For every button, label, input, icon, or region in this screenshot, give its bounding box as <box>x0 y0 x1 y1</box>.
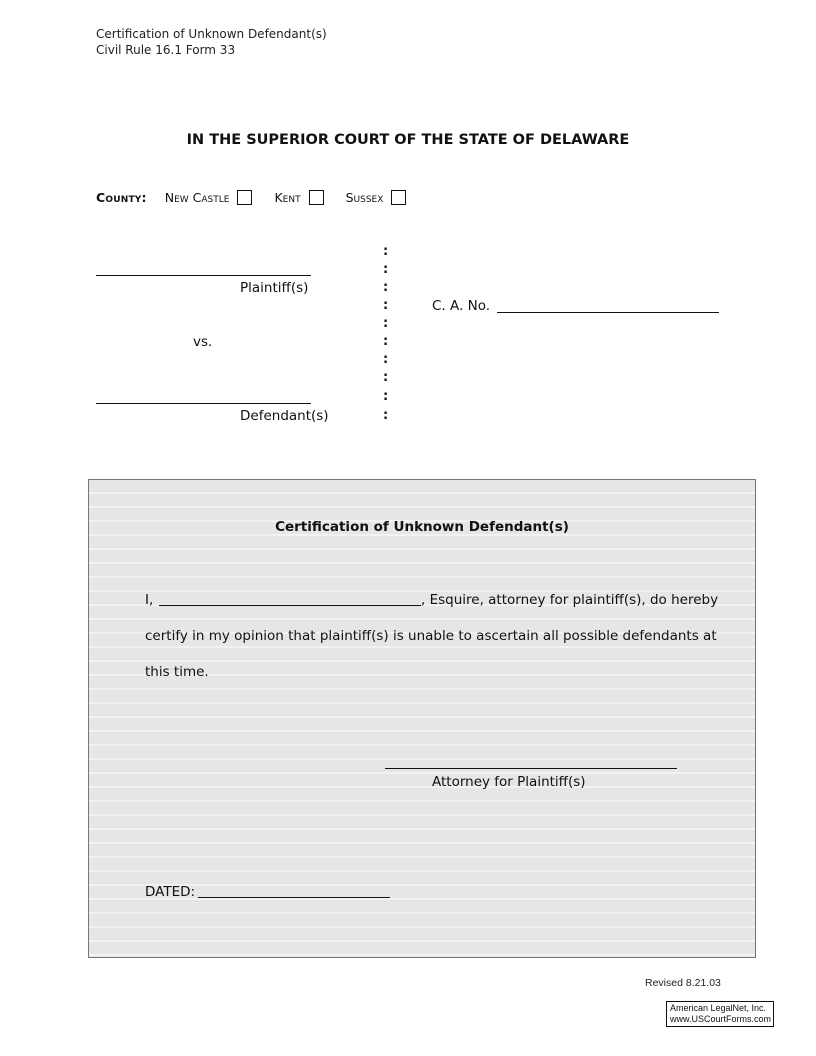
case-number-field[interactable] <box>497 312 719 313</box>
county-option-label: Kent <box>274 189 301 205</box>
certification-title: Certification of Unknown Defendant(s) <box>275 519 569 535</box>
defendant-name-field[interactable] <box>96 403 311 404</box>
caption-separator: : <box>383 280 389 295</box>
certification-line2: certify in my opinion that plaintiff(s) is unable to ascertain all possible defendants at <box>145 628 717 644</box>
new-castle-checkbox[interactable] <box>237 190 252 205</box>
kent-checkbox[interactable] <box>309 190 324 205</box>
attorney-signature-field[interactable] <box>385 768 677 769</box>
caption-separator: : <box>383 298 389 313</box>
caption-separator: : <box>383 244 389 259</box>
plaintiff-label: Plaintiff(s) <box>240 280 309 296</box>
county-option-label: New Castle <box>164 189 230 205</box>
publisher-box <box>666 1001 774 1027</box>
caption-separator: : <box>383 316 389 331</box>
county-option-new-castle <box>165 190 253 205</box>
publisher-url: www.USCourtForms.com <box>670 1014 772 1024</box>
caption-separator: : <box>383 334 389 349</box>
county-option-label: Sussex <box>345 189 384 205</box>
vs-label: vs. <box>193 334 213 350</box>
county-option-sussex <box>346 190 407 205</box>
certification-line1-suffix: , Esquire, attorney for plaintiff(s), do hereby <box>421 592 719 608</box>
rule-header: Civil Rule 16.1 Form 33 <box>96 43 236 57</box>
county-label: County: <box>96 189 147 205</box>
caption-separator: : <box>383 352 389 367</box>
case-number-label: C. A. No. <box>432 298 491 314</box>
certification-line3: this time. <box>145 664 209 680</box>
caption-separator: : <box>383 389 389 404</box>
plaintiff-name-field[interactable] <box>96 275 311 276</box>
sussex-checkbox[interactable] <box>391 190 406 205</box>
date-field[interactable] <box>198 897 390 898</box>
dated-label: DATED: <box>145 884 196 900</box>
form-name-header: Certification of Unknown Defendant(s) <box>96 27 327 41</box>
caption-separator: : <box>383 370 389 385</box>
attorney-signature-label: Attorney for Plaintiff(s) <box>432 774 586 790</box>
publisher-name: American LegalNet, Inc. <box>670 1003 767 1013</box>
caption-separator: : <box>383 408 389 423</box>
county-option-kent <box>274 190 323 205</box>
attorney-name-field[interactable] <box>159 605 421 606</box>
court-title: IN THE SUPERIOR COURT OF THE STATE OF DELAWARE <box>186 132 630 148</box>
certification-line1-prefix: I, <box>145 592 154 608</box>
defendant-label: Defendant(s) <box>240 408 329 424</box>
revision-date: Revised 8.21.03 <box>645 977 721 989</box>
caption-separator: : <box>383 262 389 277</box>
county-selector <box>96 187 428 207</box>
